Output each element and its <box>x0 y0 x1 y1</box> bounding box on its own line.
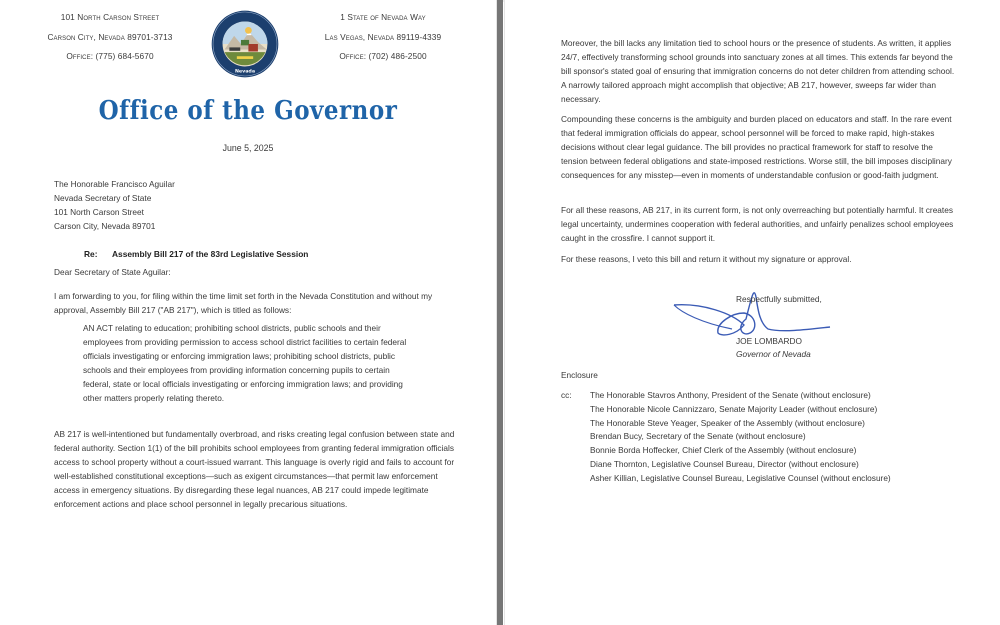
paragraph-veto: For these reasons, I veto this bill and return it without my signature or approval. <box>561 254 852 264</box>
cc-recipient: The Honorable Nicole Cannizzaro, Senate Majority Leader (without enclosure) <box>590 403 878 414</box>
addressee-block <box>54 178 175 234</box>
nevada-state-seal-icon <box>211 10 279 78</box>
paragraph-burden: Compounding these concerns is the ambiguity and burden placed on educators and staff. In the rare event that federal immigration officials do appear, school personnel will be forced to make rapid, high-stakes decisions without clear legal guidance. The bill provides no practical framework for staff to resolve the tension between federal obligations and state-imposed restrictions. Worse still, the bill imposes disciplinary consequences for any misstep—even in moments of understandable confusion or good-faith judgment. <box>561 114 952 180</box>
salutation: Dear Secretary of State Aguilar: <box>54 267 171 277</box>
address-line: Office: (702) 486-2500 <box>339 51 427 61</box>
address-line: Las Vegas, Nevada 89119-4339 <box>324 31 442 42</box>
re-subject: Assembly Bill 217 of the 83rd Legislative Session <box>112 249 309 259</box>
cc-list <box>590 389 891 486</box>
paragraph-reasons: For all these reasons, AB 217, in its current form, is not only overreaching but potentially harmful. It creates legal uncertainty, undermines cooperation with federal authorities, and unfairly penalizes school employees caught in the crossfire. I cannot support it. <box>561 205 954 243</box>
address-line: Carson City, Nevada 89701-3713 <box>47 31 173 42</box>
page-separator <box>497 0 503 625</box>
addressee-line: Nevada Secretary of State <box>54 192 152 203</box>
letterhead-title: Office of the Governor <box>98 94 398 127</box>
cc-recipient: Bonnie Borda Hoffecker, Chief Clerk of the Assembly (without enclosure) <box>590 445 857 456</box>
las-vegas-address <box>318 8 448 67</box>
paragraph-overbroad: AB 217 is well-intentioned but fundamentally overbroad, and risks creating legal confusion between state and federal authority. Section 1(1) of the bill prohibits school employees from granting federal immigration officials access to school property without a court-issued warrant. This language is overly rigid and fails to account for well-established constitutional exceptions—such as exigent circumstances—that permit law enforcement access in emergency situations. By disregarding these legal nuances, AB 217 could impede legitimate enforcement actions and place school personnel in legally precarious situations. <box>54 429 455 509</box>
paragraph-no-limitation: Moreover, the bill lacks any limitation tied to school hours or the presence of students. As written, it applies 24/7, effectively transforming school grounds into sanctuary zones at all times. This extends far beyond the bill sponsor's stated goal of ensuring that immigration concerns do not deter children from attending school. A narrowly tailored approach might accomplish that objective; AB 217, however, sweeps far wider than necessary. <box>561 38 955 104</box>
addressee-line: Carson City, Nevada 89701 <box>54 220 156 231</box>
cc-recipient: Asher Killian, Legislative Counsel Bureau, Legislative Counsel (without enclosure) <box>590 472 891 483</box>
letter-date: June 5, 2025 <box>222 143 274 153</box>
address-line: 1 State of Nevada Way <box>340 12 426 22</box>
addressee-line: 101 North Carson Street <box>54 206 144 217</box>
re-label: Re: <box>84 249 98 259</box>
act-title-blockquote: AN ACT relating to education; prohibiting school districts, public schools and their employees from providing permission to access school district facilities to certain federal officials investigating or enforcing immigration laws; prohibiting school districts, public schools and their employees from providing information concerning pupils to certain federal, state or local officials investigating or enforcing immigration laws; and providing other matters properly relating thereto. <box>83 323 407 403</box>
cc-recipient: Diane Thornton, Legislative Counsel Bureau, Director (without enclosure) <box>590 458 859 469</box>
enclosure-note: Enclosure <box>561 370 598 380</box>
signer-name: JOE LOMBARDO <box>736 336 802 346</box>
cc-label: cc: <box>561 390 572 400</box>
address-line: Office: (775) 684-5670 <box>66 51 154 61</box>
closing: Respectfully submitted, <box>736 294 822 304</box>
cc-recipient: The Honorable Stavros Anthony, President of the Senate (without enclosure) <box>590 390 871 400</box>
paragraph-intro: I am forwarding to you, for filing within the time limit set forth in the Nevada Constitution and without my approval, Assembly Bill 217 ("AB 217"), which is titled as follows: <box>54 291 433 315</box>
page-1 <box>0 0 497 625</box>
signer-title: Governor of Nevada <box>736 349 811 359</box>
carson-city-address <box>40 8 180 67</box>
cc-recipient: The Honorable Steve Yeager, Speaker of the Assembly (without enclosure) <box>590 417 865 428</box>
svg-text:Nevada: Nevada <box>234 69 256 75</box>
cc-recipient: Brendan Bucy, Secretary of the Senate (without enclosure) <box>590 431 806 442</box>
address-line: 101 North Carson Street <box>60 12 160 22</box>
addressee-line: The Honorable Francisco Aguilar <box>54 179 175 189</box>
subject-line <box>84 248 308 262</box>
